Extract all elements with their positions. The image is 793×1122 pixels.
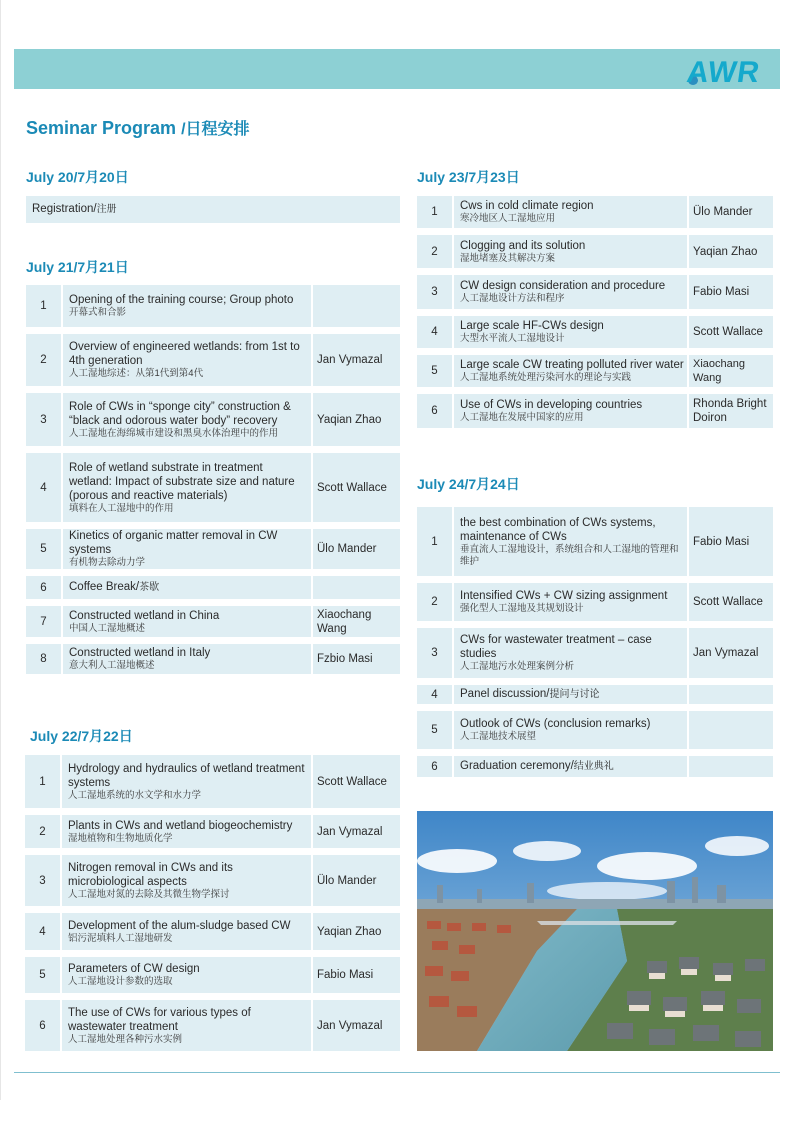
topic-cell <box>454 704 689 749</box>
topic-cell <box>62 950 313 993</box>
topic-cn: 人工湿地系统处理污染河水的理论与实践 <box>460 372 632 383</box>
topic-en: Large scale HF-CWs design <box>460 320 604 332</box>
speaker-cell <box>313 285 400 327</box>
session-number: 1 <box>417 507 454 576</box>
schedule-july-21 <box>26 285 400 674</box>
session-number: 3 <box>417 621 454 678</box>
session-number: 7 <box>26 599 63 637</box>
title-en: Seminar Program <box>26 118 182 138</box>
schedule-july-24 <box>417 507 773 777</box>
table-row <box>25 950 400 993</box>
topic-cn: 人工湿地对氮的去除及其微生物学探讨 <box>68 888 230 900</box>
topic-en: CWs for wastewater treatment – case studies <box>460 634 652 660</box>
topic-en: The use of CWs for various types of wastewater treatment <box>68 1006 251 1033</box>
table-row <box>26 386 400 446</box>
table-row <box>26 196 400 223</box>
session-number: 4 <box>25 906 62 950</box>
footer-divider <box>14 1072 780 1073</box>
session-number: 6 <box>417 749 454 777</box>
topic-en: Use of CWs in developing countries <box>460 399 643 411</box>
topic-cn: 茶歇 <box>139 582 160 593</box>
table-row <box>417 268 773 309</box>
topic-en: Panel discussion/ <box>460 688 550 700</box>
topic-cn: 垂直流人工湿地设计，系统组合和人工湿地的管理和维护 <box>460 543 679 567</box>
speaker-cell <box>689 678 773 704</box>
topic-cn: 有机物去除动力学 <box>69 557 146 568</box>
topic-cell <box>63 637 313 674</box>
topic-cn: 湿地植物和生物地质化学 <box>68 832 173 844</box>
topic-en: CW design consideration and procedure <box>460 280 666 292</box>
speaker-cell: Fzbio Masi <box>313 637 400 674</box>
topic-cn: 湿地堵塞及其解决方案 <box>460 252 556 264</box>
topic-en: Opening of the training course; Group photo <box>69 294 294 306</box>
topic-cell <box>454 309 689 348</box>
table-row <box>25 755 400 808</box>
title-cn: /日程安排 <box>181 121 250 138</box>
speaker-cell: Jan Vymazal <box>689 621 773 678</box>
table-row <box>26 637 400 674</box>
topic-en: Role of CWs in “sponge city” construction & “black and odorous water body” recovery <box>69 400 291 427</box>
table-row <box>417 196 773 228</box>
table-row <box>26 599 400 637</box>
topic-en: Registration/ <box>32 203 97 215</box>
topic-cell <box>62 808 313 848</box>
speaker-cell: Scott Wallace <box>689 309 773 348</box>
speaker-cell: Fabio Masi <box>689 507 773 576</box>
topic-cell <box>63 446 313 522</box>
topic-en: Large scale CW treating polluted river water <box>460 359 684 371</box>
session-number: 8 <box>26 637 63 674</box>
topic-cell <box>454 621 689 678</box>
topic-cell <box>63 327 313 386</box>
topic-en: Plants in CWs and wetland biogeochemistry <box>68 819 293 832</box>
speaker-cell: Scott Wallace <box>313 755 400 808</box>
session-number: 4 <box>417 309 454 348</box>
day-heading-july-21: July 21/7月21日 <box>26 259 129 275</box>
speaker-cell: Jan Vymazal <box>313 993 400 1051</box>
speaker-cell: Rhonda Bright Doiron <box>689 387 773 428</box>
table-row <box>417 678 773 704</box>
table-row <box>25 848 400 906</box>
header-bar <box>14 49 780 89</box>
topic-cn: 大型水平流人工湿地设计 <box>460 333 565 344</box>
session-number: 2 <box>25 808 62 848</box>
speaker-cell: Jan Vymazal <box>313 327 400 386</box>
topic-cn: 提问与讨论 <box>549 689 600 700</box>
topic-en: Graduation ceremony/ <box>460 760 574 772</box>
topic-en: Role of wetland substrate in treatment wetland: Impact of substrate size and nature (porous and reactive materials) <box>69 461 295 502</box>
session-number: 6 <box>417 387 454 428</box>
topic-en: the best combination of CWs systems, maintenance of CWs <box>460 516 656 543</box>
topic-cell <box>63 285 313 327</box>
session-number: 5 <box>25 950 62 993</box>
topic-en: Intensified CWs + CW sizing assignment <box>460 590 668 602</box>
topic-cell <box>454 678 689 704</box>
table-row <box>417 621 773 678</box>
table-row <box>25 808 400 848</box>
topic-cn: 强化型人工湿地及其规划设计 <box>460 603 584 614</box>
day-heading-july-22: July 22/7月22日 <box>30 728 133 744</box>
topic-en: Parameters of CW design <box>68 963 200 975</box>
aerial-wetland-city-photo <box>417 811 773 1051</box>
topic-cn: 开幕式和合影 <box>69 307 127 318</box>
topic-cn: 结业典礼 <box>573 761 614 772</box>
topic-en: Outlook of CWs (conclusion remarks) <box>460 718 651 730</box>
table-row <box>417 704 773 749</box>
speaker-cell <box>313 569 400 599</box>
topic-cell <box>454 507 689 576</box>
awr-logo <box>680 52 772 89</box>
topic-cn: 人工湿地技术展望 <box>460 731 537 742</box>
topic-cn: 填料在人工湿地中的作用 <box>69 502 174 514</box>
topic-cell <box>454 268 689 309</box>
speaker-cell: Ülo Mander <box>313 848 400 906</box>
topic-en: Kinetics of organic matter removal in CW systems <box>69 530 278 556</box>
page-edge-line <box>0 0 1 1100</box>
topic-cell <box>454 749 689 777</box>
topic-en: Constructed wetland in China <box>69 609 220 622</box>
topic-cn: 中国人工湿地概述 <box>69 622 146 634</box>
topic-cell <box>63 599 313 637</box>
speaker-cell: Yaqian Zhao <box>313 386 400 446</box>
session-number: 3 <box>26 386 63 446</box>
table-row <box>26 446 400 522</box>
topic-cell <box>454 576 689 621</box>
speaker-cell <box>689 704 773 749</box>
speaker-cell: Scott Wallace <box>313 446 400 522</box>
topic-en: Constructed wetland in Italy <box>69 647 211 659</box>
speaker-cell: Scott Wallace <box>689 576 773 621</box>
topic-en: Coffee Break/ <box>69 581 140 593</box>
table-row <box>417 348 773 387</box>
table-row <box>25 993 400 1051</box>
day-heading-july-20: July 20/7月20日 <box>26 169 129 185</box>
session-number: 5 <box>417 348 454 387</box>
topic-en: Nitrogen removal in CWs and its microbiological aspects <box>68 861 233 888</box>
schedule-july-22 <box>25 755 400 1051</box>
speaker-cell: Fabio Masi <box>689 268 773 309</box>
table-row <box>26 569 400 599</box>
speaker-cell: Xiaochang Wang <box>689 348 773 387</box>
topic-cn: 人工湿地污水处理案例分析 <box>460 661 575 672</box>
session-number: 6 <box>26 569 63 599</box>
session-number: 5 <box>417 704 454 749</box>
table-row <box>25 906 400 950</box>
table-row <box>417 309 773 348</box>
topic-cell <box>62 848 313 906</box>
table-row <box>26 522 400 569</box>
session-number: 3 <box>25 848 62 906</box>
table-row <box>26 285 400 327</box>
topic-en: Clogging and its solution <box>460 239 586 252</box>
table-row <box>417 228 773 268</box>
speaker-cell: Fabio Masi <box>313 950 400 993</box>
topic-cn: 意大利人工湿地概述 <box>69 660 155 671</box>
table-row <box>417 507 773 576</box>
topic-en: Cws in cold climate region <box>460 200 594 212</box>
table-row <box>417 387 773 428</box>
schedule-july-20 <box>26 196 400 223</box>
topic-cn: 铝污泥填料人工湿地研发 <box>68 932 173 944</box>
topic-cn: 寒冷地区人工湿地应用 <box>460 213 556 224</box>
session-number: 3 <box>417 268 454 309</box>
speaker-cell: Ülo Mander <box>689 196 773 228</box>
photo-illustration <box>417 811 773 1051</box>
speaker-cell: Ülo Mander <box>313 522 400 569</box>
speaker-cell: Yaqian Zhao <box>689 228 773 268</box>
session-number: 1 <box>417 196 454 228</box>
topic-cn: 注册 <box>96 204 117 215</box>
day-heading-july-24: July 24/7月24日 <box>417 476 520 492</box>
topic-en: Development of the alum-sludge based CW <box>68 919 291 932</box>
session-number: 6 <box>25 993 62 1051</box>
session-number: 2 <box>417 576 454 621</box>
logo-text: AWR <box>684 56 763 89</box>
session-number: 1 <box>25 755 62 808</box>
topic-cn: 人工湿地设计参数的选取 <box>68 976 173 987</box>
topic-cell <box>62 906 313 950</box>
topic-cn: 人工湿地系统的水文学和水力学 <box>68 789 202 801</box>
topic-en: Hydrology and hydraulics of wetland treatment systems <box>68 762 305 789</box>
topic-cn: 人工湿地设计方法和程序 <box>460 293 565 304</box>
day-heading-july-23: July 23/7月23日 <box>417 169 520 185</box>
topic-cell <box>63 522 313 569</box>
speaker-cell <box>689 749 773 777</box>
schedule-july-23 <box>417 196 773 428</box>
topic-cn: 人工湿地在海绵城市建设和黑臭水体治理中的作用 <box>69 427 279 439</box>
topic-cell <box>454 348 689 387</box>
session-number: 5 <box>26 522 63 569</box>
speaker-cell: Yaqian Zhao <box>313 906 400 950</box>
session-number: 4 <box>26 446 63 522</box>
table-row <box>26 327 400 386</box>
topic-cn: 人工湿地处理各种污水实例 <box>68 1033 183 1045</box>
session-number: 1 <box>26 285 63 327</box>
session-number: 2 <box>417 228 454 268</box>
topic-cell <box>454 228 689 268</box>
topic-cn: 人工湿地在发展中国家的应用 <box>460 412 584 423</box>
topic-cell <box>62 993 313 1051</box>
topic-cell <box>63 386 313 446</box>
page-title <box>26 116 250 139</box>
topic-cell <box>454 387 689 428</box>
speaker-cell: Xiaochang Wang <box>313 599 400 637</box>
speaker-cell: Jan Vymazal <box>313 808 400 848</box>
session-number: 4 <box>417 678 454 704</box>
topic-cell <box>63 569 313 599</box>
topic-cell <box>454 196 689 228</box>
session-number: 2 <box>26 327 63 386</box>
topic-en: Overview of engineered wetlands: from 1st to 4th generation <box>69 341 300 367</box>
table-row <box>417 749 773 777</box>
topic-cn: 人工湿地综述：从第1代到第4代 <box>69 368 204 379</box>
topic-cell <box>62 755 313 808</box>
topic-cell <box>26 196 400 223</box>
table-row <box>417 576 773 621</box>
